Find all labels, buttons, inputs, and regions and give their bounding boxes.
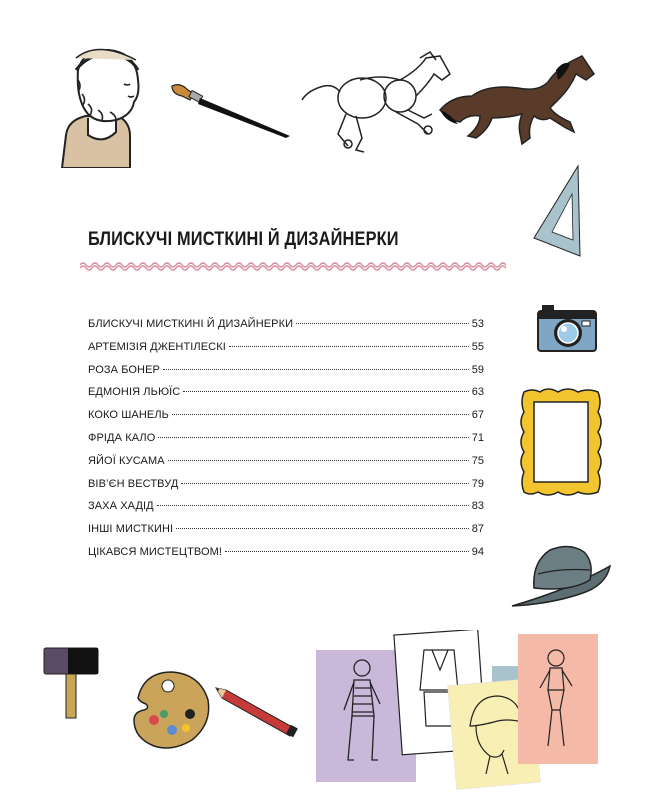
dot-leader bbox=[168, 460, 469, 461]
toc-entry-page: 59 bbox=[471, 363, 484, 376]
toc-entry[interactable] bbox=[88, 409, 484, 432]
palette-illustration bbox=[128, 668, 214, 752]
toc-entry-title: БЛИСКУЧІ МИСТКИНІ Й ДИЗАЙНЕРКИ bbox=[88, 318, 294, 330]
greek-bust-illustration bbox=[58, 40, 148, 168]
toc-entry[interactable] bbox=[88, 432, 484, 455]
camera-icon bbox=[536, 303, 598, 353]
toc-entry-page: 63 bbox=[471, 386, 484, 399]
toc-entry-title: ІНШІ МИСТКИНІ bbox=[88, 523, 174, 536]
toc-entry[interactable] bbox=[88, 500, 484, 523]
toc-entry-page: 94 bbox=[471, 545, 484, 558]
section-title: БЛИСКУЧІ МИСТКИНІ Й ДИЗАЙНЕРКИ bbox=[88, 229, 399, 250]
toc-entry[interactable] bbox=[88, 478, 484, 501]
toc-entry-page: 87 bbox=[471, 523, 484, 536]
paintbrush-illustration bbox=[170, 80, 295, 140]
dot-leader bbox=[158, 437, 468, 438]
toc-entry-page: 71 bbox=[471, 431, 484, 444]
toc-entry-page: 79 bbox=[471, 477, 484, 490]
toc-entry-title: ЯЙОЇ КУСАМА bbox=[88, 454, 165, 467]
dot-leader bbox=[163, 369, 469, 370]
toc-entry[interactable] bbox=[88, 523, 484, 546]
toc-entry[interactable] bbox=[88, 386, 484, 409]
toc-entry-page: 83 bbox=[471, 500, 484, 513]
dot-leader bbox=[225, 551, 469, 552]
toc-entry-page: 53 bbox=[471, 318, 484, 330]
dot-leader bbox=[181, 483, 468, 484]
toc-entry[interactable] bbox=[88, 341, 484, 364]
toc-entry-title: ЕДМОНІЯ ЛЬЮЇС bbox=[88, 386, 181, 399]
toc-entry[interactable] bbox=[88, 455, 484, 478]
set-square-illustration bbox=[532, 164, 584, 258]
wavy-underline bbox=[80, 260, 506, 272]
dot-leader bbox=[183, 391, 468, 392]
table-of-contents bbox=[88, 318, 484, 569]
toc-entry-title: ФРІДА КАЛО bbox=[88, 431, 156, 444]
toc-entry-page: 75 bbox=[471, 454, 484, 467]
toc-entry-title: КОКО ШАНЕЛЬ bbox=[88, 409, 169, 422]
toc-entry-page: 55 bbox=[471, 340, 484, 353]
pencil-illustration bbox=[214, 686, 298, 738]
toc-entry-title: РОЗА БОНЕР bbox=[88, 363, 160, 376]
toc-entry-page: 67 bbox=[471, 409, 484, 422]
dot-leader bbox=[296, 323, 469, 324]
toc-entry[interactable] bbox=[88, 318, 484, 341]
fashion-sketches-illustration bbox=[314, 630, 602, 790]
toc-entry-title: ЗАХА ХАДІД bbox=[88, 500, 154, 513]
toc-entry-title: АРТЕМІЗІЯ ДЖЕНТІЛЕСКІ bbox=[88, 340, 226, 353]
dot-leader bbox=[176, 528, 469, 529]
toc-entry-title: ВІВ’ЄН ВЕСТВУД bbox=[88, 477, 179, 490]
hammer-illustration bbox=[40, 642, 102, 720]
hat-illustration bbox=[510, 542, 614, 612]
picture-frame-illustration bbox=[518, 386, 604, 498]
toc-entry[interactable] bbox=[88, 546, 484, 569]
toc-entry[interactable] bbox=[88, 364, 484, 387]
dot-leader bbox=[172, 414, 469, 415]
toc-entry-title: ЦІКАВСЯ МИСТЕЦТВОМ! bbox=[88, 545, 223, 558]
dot-leader bbox=[229, 346, 469, 347]
dot-leader bbox=[157, 505, 469, 506]
brown-horse-illustration bbox=[438, 52, 598, 150]
